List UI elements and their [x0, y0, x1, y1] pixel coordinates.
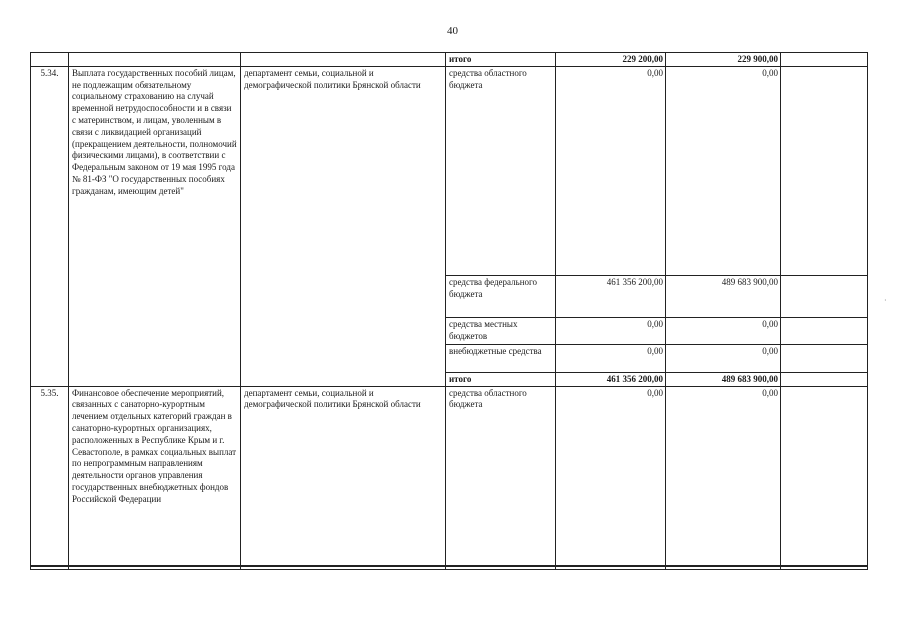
value-cell: 0,00: [556, 386, 666, 569]
item-title: Выплата государственных пособий лицам, не подлежащим обязательному социальному страхованию на случай временной нетрудоспособности и в связи с материнством, и лицам, уволенным в связи с ликвидацией организаций (прекращением деятельности, полномочий физическими лицами), в соответствии с Федеральным законом от 19 мая 1995 года № 81-ФЗ "О государственных пособиях гражданам, имеющим детей": [69, 66, 241, 386]
table-row-top-total: [31, 53, 868, 67]
source-label: итого: [446, 53, 556, 67]
table-row-5-35-regional: [31, 386, 868, 569]
cell-empty: [781, 386, 868, 569]
scan-speck: ·: [884, 296, 887, 305]
value-cell: 489 683 900,00: [666, 275, 781, 317]
value-cell: 0,00: [556, 66, 666, 275]
value-cell: 0,00: [556, 344, 666, 372]
cell-empty: [781, 275, 868, 317]
value-cell: 461 356 200,00: [556, 275, 666, 317]
item-number: 5.34.: [31, 66, 69, 386]
source-label: внебюджетные средства: [446, 344, 556, 372]
page-number: 40: [447, 25, 458, 37]
table-bottom-rule: [30, 565, 867, 567]
item-title: Финансовое обеспечение мероприятий, связанных с санаторно-курортным лечением отдельных категорий граждан в санаторно-курортных организациях, расположенных в Республике Крым и г. Севастополе, в рамках социальных выплат по непрограммным направлениям деятельности органов управления государственных внебюджетных фондов Российской Федерации: [69, 386, 241, 569]
source-label: средства областного бюджета: [446, 66, 556, 275]
value-cell: 229 200,00: [556, 53, 666, 67]
cell-empty: [31, 53, 69, 67]
value-cell: 489 683 900,00: [666, 372, 781, 386]
item-executor: департамент семьи, социальной и демографической политики Брянской области: [241, 66, 446, 386]
cell-empty: [241, 53, 446, 67]
item-number: 5.35.: [31, 386, 69, 569]
table-row-5-34-regional: [31, 66, 868, 275]
item-executor: департамент семьи, социальной и демографической политики Брянской области: [241, 386, 446, 569]
value-cell: 0,00: [666, 386, 781, 569]
cell-empty: [781, 344, 868, 372]
cell-empty: [781, 53, 868, 67]
budget-table: [30, 52, 868, 570]
cell-empty: [781, 372, 868, 386]
source-label: итого: [446, 372, 556, 386]
cell-empty: [781, 66, 868, 275]
value-cell: 461 356 200,00: [556, 372, 666, 386]
value-cell: 0,00: [666, 317, 781, 344]
source-label: средства федерального бюджета: [446, 275, 556, 317]
value-cell: 229 900,00: [666, 53, 781, 67]
source-label: средства местных бюджетов: [446, 317, 556, 344]
value-cell: 0,00: [556, 317, 666, 344]
value-cell: 0,00: [666, 344, 781, 372]
source-label: средства областного бюджета: [446, 386, 556, 569]
cell-empty: [69, 53, 241, 67]
value-cell: 0,00: [666, 66, 781, 275]
cell-empty: [781, 317, 868, 344]
